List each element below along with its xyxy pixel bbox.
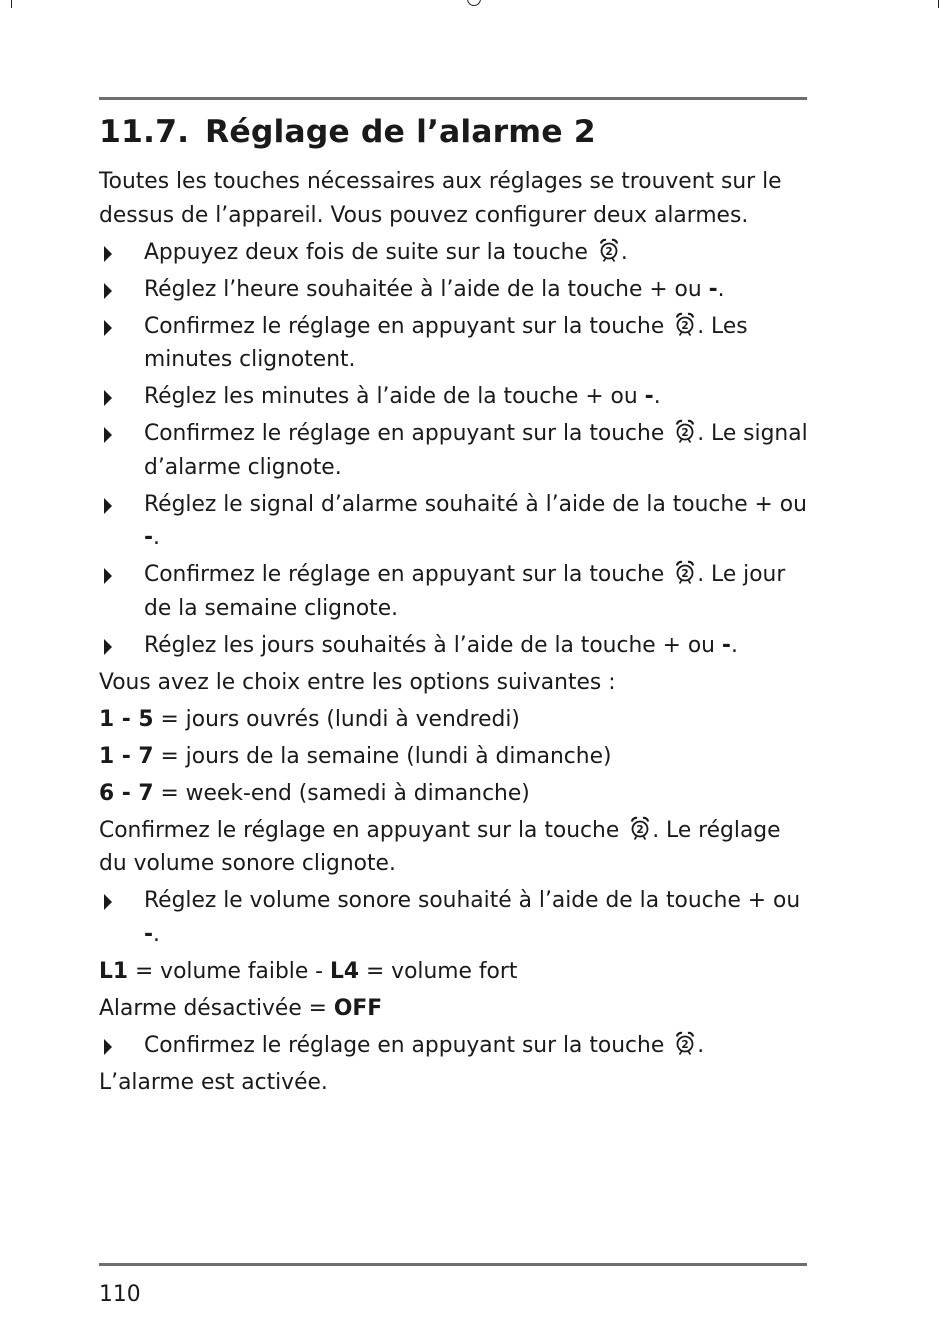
step-text: Confirmez le réglage en appuyant sur la touche xyxy=(144,313,665,339)
alarm-2-icon xyxy=(598,237,620,263)
page-number: 110 xyxy=(99,1282,141,1307)
step-set-hour xyxy=(99,273,809,307)
option-all-week xyxy=(99,740,809,774)
header-rule xyxy=(99,97,807,100)
step-set-signal xyxy=(99,488,809,555)
step-suffix: . xyxy=(697,1032,705,1058)
volume-high-key: L4 xyxy=(329,958,360,984)
bullet-arrow-icon xyxy=(104,1039,112,1055)
minus-key: - xyxy=(144,921,154,947)
step-text: Réglez le volume sonore souhaité à l’aide de la touche + ou xyxy=(144,888,801,913)
step-suffix: . xyxy=(620,239,628,265)
choice-intro: Vous avez le choix entre les options suivantes : xyxy=(99,669,616,695)
confirm-volume-paragraph xyxy=(99,814,809,881)
step-text: Réglez les jours souhaités à l’aide de la touche + ou xyxy=(144,632,722,658)
step-suffix: . xyxy=(153,921,160,947)
minus-key: - xyxy=(644,384,654,409)
alarm-2-icon xyxy=(629,815,651,841)
option-desc: = jours ouvrés (lundi à vendredi) xyxy=(153,706,520,732)
step-suffix: . Le signal d’alarme clignote. xyxy=(144,421,808,480)
step-confirm-minutes xyxy=(99,417,809,484)
step-suffix: . xyxy=(717,276,725,302)
alarm-off-line xyxy=(99,992,809,1026)
bullet-arrow-icon xyxy=(104,498,112,514)
step-set-days xyxy=(99,629,809,663)
alarm-2-icon xyxy=(674,418,696,444)
step-press-twice xyxy=(99,236,809,270)
step-confirm-hour xyxy=(99,310,809,377)
crop-mark-right xyxy=(938,0,939,8)
step-suffix: . xyxy=(653,384,661,409)
option-key: 1 - 7 xyxy=(99,743,154,769)
step-suffix: . Les minutes clignotent. xyxy=(144,313,748,372)
minus-key: - xyxy=(144,525,154,550)
step-text: Appuyez deux fois de suite sur la touche xyxy=(144,239,588,265)
svg-text:2: 2 xyxy=(681,568,689,580)
step-text: Réglez l’heure souhaitée à l’aide de la touche + ou xyxy=(144,276,709,302)
bullet-arrow-icon xyxy=(104,568,112,584)
registration-mark xyxy=(467,0,481,6)
step-text: Réglez les minutes à l’aide de la touche + ou xyxy=(144,384,645,409)
step-final-confirm xyxy=(99,1029,809,1063)
volume-high-desc: = volume fort xyxy=(359,958,518,984)
closing-line: L’alarme est activée. xyxy=(99,1069,328,1095)
svg-text:2: 2 xyxy=(681,319,689,332)
section-body xyxy=(99,165,809,1103)
step-suffix: . Le jour de la semaine clignote. xyxy=(144,562,786,621)
crop-mark-left xyxy=(11,0,12,8)
step-text: Réglez le signal d’alarme souhaité à l’aide de la touche + ou xyxy=(144,491,807,517)
step-set-minutes xyxy=(99,380,809,414)
minus-key: - xyxy=(708,276,718,302)
section-heading xyxy=(99,112,596,152)
alarm-2-icon xyxy=(674,1030,696,1056)
step-text: Confirmez le réglage en appuyant sur la touche xyxy=(144,1032,665,1058)
confirm-suffix: . Le réglage du volume sonore clignote. xyxy=(99,817,781,876)
step-suffix: . xyxy=(153,525,160,550)
step-set-volume xyxy=(99,884,809,951)
minus-key: - xyxy=(721,632,731,658)
bullet-arrow-icon xyxy=(104,246,112,262)
svg-text:2: 2 xyxy=(605,245,613,258)
alarm-off-key: OFF xyxy=(333,995,383,1021)
alarm-off-text: Alarme désactivée = xyxy=(99,995,334,1021)
volume-low-desc: = volume faible - xyxy=(128,958,330,984)
intro-paragraph: Toutes les touches nécessaires aux réglages se trouvent sur le dessus de l’appareil. Vous pouvez configurer deux alarmes. xyxy=(99,169,782,228)
option-weekend xyxy=(99,777,809,811)
confirm-text: Confirmez le réglage en appuyant sur la touche xyxy=(99,817,620,843)
step-confirm-signal xyxy=(99,558,809,625)
step-text: Confirmez le réglage en appuyant sur la touche xyxy=(144,562,665,587)
volume-low-key: L1 xyxy=(99,958,129,984)
section-number: 11.7. xyxy=(99,114,190,150)
step-text: Confirmez le réglage en appuyant sur la touche xyxy=(144,421,665,446)
bullet-arrow-icon xyxy=(104,283,112,299)
section-title: Réglage de l’alarme 2 xyxy=(205,114,596,150)
option-key: 1 - 5 xyxy=(99,706,154,732)
alarm-2-icon xyxy=(674,559,696,585)
option-key: 6 - 7 xyxy=(99,780,154,806)
option-desc: = jours de la semaine (lundi à dimanche) xyxy=(153,743,612,769)
footer-rule xyxy=(99,1263,807,1266)
step-suffix: . xyxy=(730,632,738,658)
bullet-arrow-icon xyxy=(104,320,112,336)
bullet-arrow-icon xyxy=(104,894,112,910)
alarm-2-icon xyxy=(674,311,696,337)
option-desc: = week-end (samedi à dimanche) xyxy=(153,780,530,806)
bullet-arrow-icon xyxy=(104,427,112,443)
bullet-arrow-icon xyxy=(104,639,112,655)
svg-text:2: 2 xyxy=(681,1038,689,1051)
volume-range xyxy=(99,955,809,989)
option-weekdays xyxy=(99,703,809,737)
svg-text:2: 2 xyxy=(681,427,689,439)
bullet-arrow-icon xyxy=(104,390,112,406)
svg-text:2: 2 xyxy=(636,823,644,836)
